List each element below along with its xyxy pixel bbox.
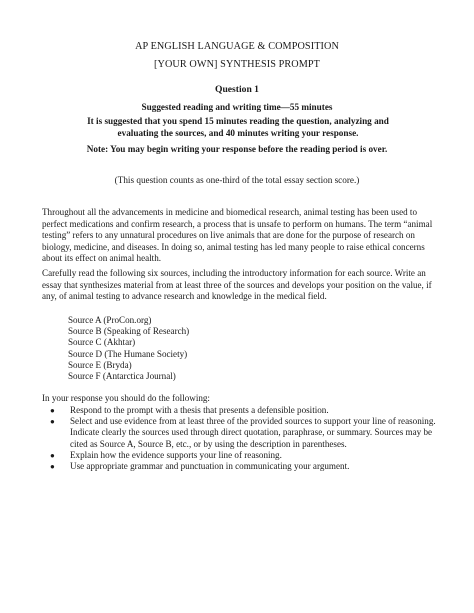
task-paragraph: Carefully read the following six sources, including the introductory information for each source. Write an essay that synthesizes material from at least three of the sources and develops your position on the value, if any, of animal testing to advance research and knowledge in the medical field.: [42, 268, 432, 302]
score-weight-note: (This question counts as one-third of the total essay section score.): [114, 175, 360, 185]
instruction-item: [42, 405, 442, 416]
instruction-text: Use appropriate grammar and punctuation in communicating your argument.: [70, 461, 350, 472]
reading-period-note: Note: You may begin writing your response before the reading period is over.: [86, 144, 388, 154]
instructions-intro: In your response you should do the following:: [42, 393, 210, 403]
bullet-icon: ●: [50, 417, 55, 427]
source-item: Source B (Speaking of Research): [68, 326, 190, 337]
time-suggestion: It is suggested that you spend 15 minutes reading the question, analyzing and evaluating the sources, and 40 minutes writing your response.: [87, 116, 389, 138]
instruction-item: [42, 416, 442, 450]
title-line-1: AP ENGLISH LANGUAGE & COMPOSITION: [135, 41, 339, 52]
instruction-item: [42, 461, 442, 472]
question-heading: Question 1: [215, 84, 259, 95]
source-item: Source D (The Humane Society): [68, 348, 188, 359]
suggested-time: Suggested reading and writing time—55 minutes: [141, 102, 333, 112]
source-item: Source A (ProCon.org): [68, 315, 152, 325]
instruction-text: Select and use evidence from at least three of the provided sources to support your line of reasoning. Indicate clearly the sources used through direct quotation, paraphrase, or summary. Sources may be cited as Source A, Source B, etc., or by using the description in parentheses.: [70, 416, 436, 449]
instruction-text: Respond to the prompt with a thesis that presents a defensible position.: [70, 405, 329, 415]
instruction-item: [42, 450, 442, 461]
bullet-icon: ●: [50, 462, 55, 472]
title-line-2: [YOUR OWN] SYNTHESIS PROMPT: [154, 59, 320, 70]
instruction-text: Explain how the evidence supports your line of reasoning.: [70, 449, 282, 460]
source-item: Source C (Akhtar): [68, 337, 136, 348]
intro-paragraph: Throughout all the advancements in medicine and biomedical research, animal testing has been used to perfect medications and confirm research, a process that is unsafe to perform on humans. The term “animal testing” refers to any unnatural procedures on live animals that are done for the purpose of research on biology, medicine, and diseases. In doing so, animal testing has led many people to raise ethical concerns about its effect on animal health.: [42, 207, 433, 264]
source-item: Source F (Antarctica Journal): [68, 371, 176, 382]
source-list: [68, 315, 189, 382]
bullet-icon: ●: [50, 450, 55, 460]
source-item: Source E (Bryda): [68, 359, 132, 370]
instructions-list: [42, 405, 442, 472]
bullet-icon: ●: [50, 406, 55, 415]
